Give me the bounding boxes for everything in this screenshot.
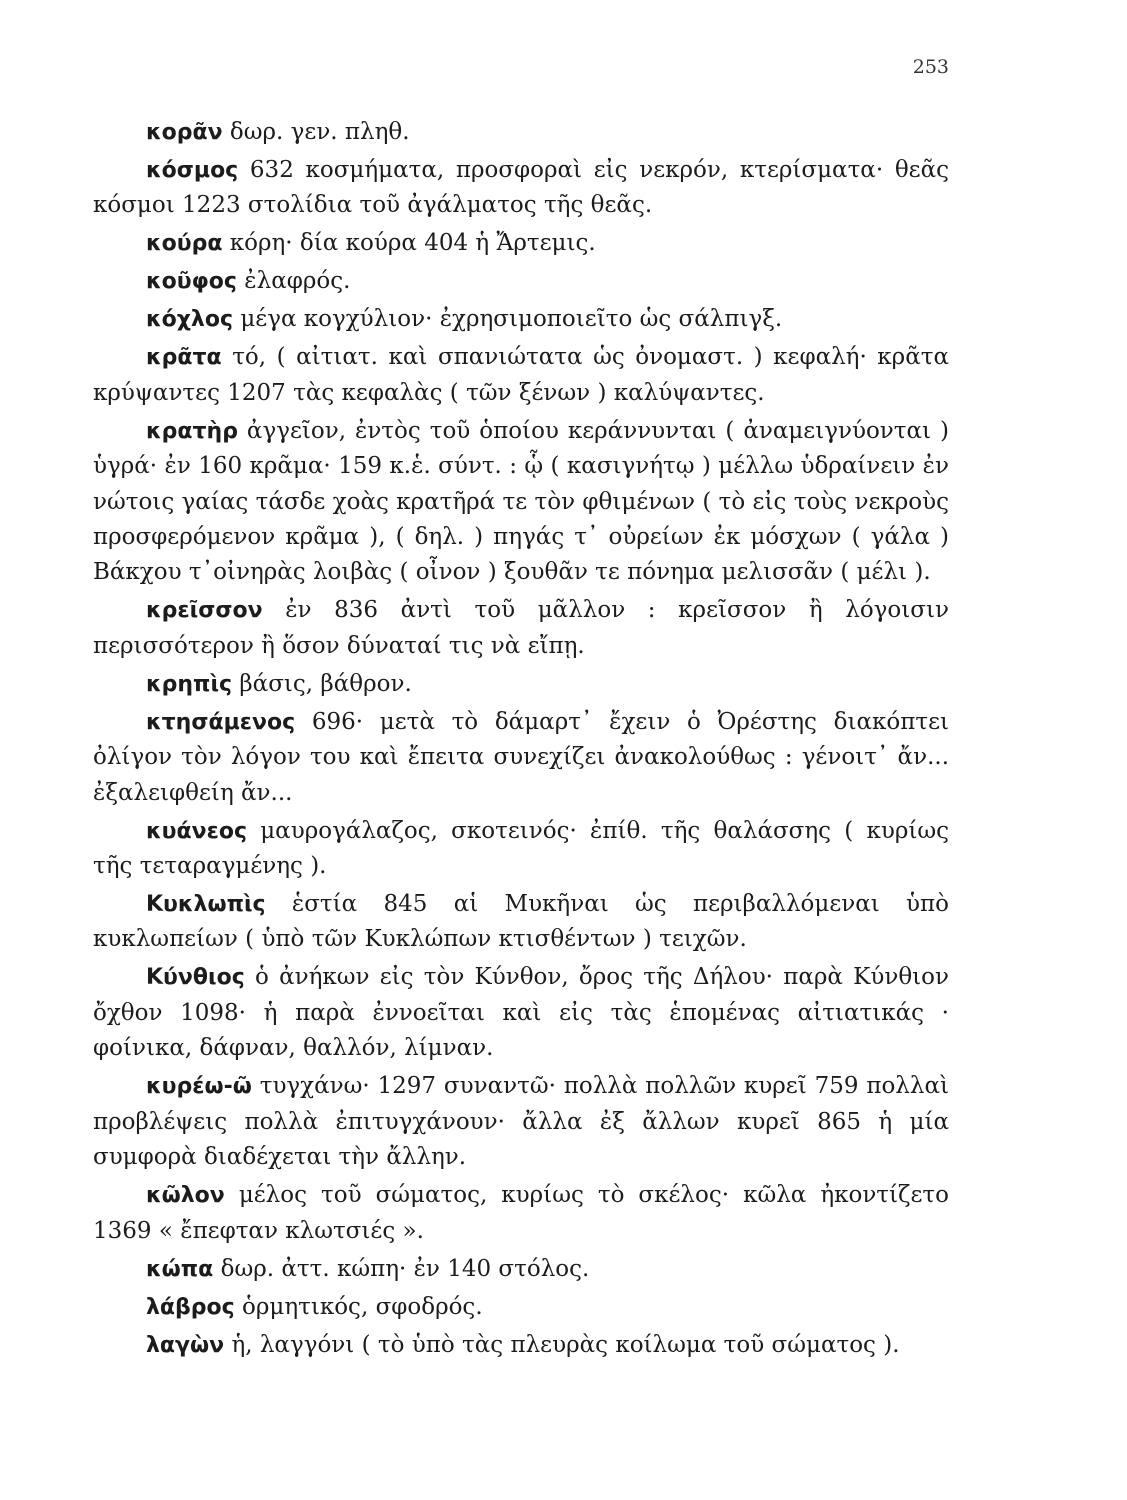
glossary-entry <box>93 264 949 299</box>
entry-lemma: λαγὼν <box>146 1332 225 1358</box>
entry-definition: μέλος τοῦ σώματος, κυρίως τὸ σκέλος· κῶλα ἠκοντίζετο 1369 « ἔπεφταν κλωτσιές ». <box>93 1182 950 1244</box>
entry-lemma: κορᾶν <box>146 120 223 145</box>
entry-definition: 696· μετὰ τὸ δάμαρτ᾽ ἔχειν ὁ Ὀρέστης διακόπτει ὀλίγον τὸν λόγον του καὶ ἔπειτα συνεχίζει ἀνακολούθως : γένοιτ᾽ ἄν... ἐξαλειφθείη ἄν... <box>93 708 950 806</box>
glossary-entry <box>93 302 949 337</box>
entry-lemma: λάβρος <box>146 1294 235 1320</box>
entry-definition: 632 κοσμήματα, προσφοραὶ εἰς νεκρόν, κτερίσματα· θεᾶς κόσμοι 1223 στολίδια τοῦ ἀγάλματος τῆς θεᾶς. <box>93 157 950 219</box>
entry-lemma: κοῦφος <box>146 269 237 295</box>
glossary-entries <box>93 115 949 1363</box>
glossary-entry <box>93 226 949 261</box>
entry-lemma: κόσμος <box>146 158 239 183</box>
entry-definition: κόρη· δία κούρα 404 ἡ Ἄρτεμις. <box>229 230 596 257</box>
glossary-entry <box>93 705 949 811</box>
glossary-entry <box>93 115 949 150</box>
glossary-entry <box>93 887 949 958</box>
glossary-entry <box>93 340 949 411</box>
glossary-entry <box>93 960 949 1066</box>
entry-lemma: Κύνθιος <box>146 965 245 991</box>
entry-lemma: κρατὴρ <box>146 418 238 444</box>
glossary-entry <box>93 1290 949 1325</box>
page-number: 253 <box>912 56 949 78</box>
entry-lemma: κῶλον <box>146 1183 225 1209</box>
entry-lemma: κούρα <box>146 231 223 257</box>
entry-definition: ἡ, λαγγόνι ( τὸ ὑπὸ τὰς πλευρὰς κοίλωμα τοῦ σώματος ). <box>231 1331 900 1358</box>
entry-definition: δωρ. ἀττ. κώπη· ἐν 140 στόλος. <box>220 1255 590 1282</box>
entry-definition: μαυρογάλαζος, σκοτεινός· ἐπίθ. τῆς θαλάσσης ( κυρίως τῆς τεταραγμένης ). <box>93 817 950 880</box>
entry-lemma: κυάνεος <box>146 818 247 844</box>
entry-definition: μέγα κογχύλιον· ἐχρησιμοποιεῖτο ὡς σάλπιγξ. <box>240 306 783 333</box>
entry-lemma: κρᾶτα <box>146 345 222 371</box>
glossary-entry <box>93 667 949 702</box>
entry-definition: δωρ. γεν. πληθ. <box>229 119 410 145</box>
glossary-entry <box>93 1252 949 1287</box>
entry-definition: ἀγγεῖον, ἐντὸς τοῦ ὁποίου κεράννυνται ( ἀναμειγνύονται ) ὑγρά· ἐν 160 κρᾶμα· 159 κ.ἑ. σύντ. : ᾧ ( κασιγνήτῳ ) μέλλω ὑδραίνειν ἐν νώτοις γαίας τάσδε χοὰς κρατῆρά τε τὸν φθιμένων ( τὸ εἰς τοὺς νεκροὺς προσφερόμενον κρᾶμα ), ( δηλ. ) πηγάς τ᾽ οὐρείων ἐκ μόσχων ( γάλα ) Βάκχου τ᾽οἰνηρὰς λοιβὰς ( οἶνον ) ξουθᾶν τε πόνημα μελισσᾶν ( μέλι ). <box>93 417 949 586</box>
entry-lemma: κυρέω-ῶ <box>146 1074 252 1100</box>
glossary-entry <box>93 153 949 224</box>
entry-lemma: κρεῖσσον <box>146 598 263 624</box>
entry-lemma: κτησάμενος <box>146 709 296 735</box>
entry-definition: ἑστία 845 αἱ Μυκῆναι ὡς περιβαλλόμεναι ὑπὸ κυκλωπείων ( ὑπὸ τῶν Κυκλώπων κτισθέντων ) τειχῶν. <box>93 891 949 953</box>
entry-definition: ὁρμητικός, σφοδρός. <box>242 1293 483 1320</box>
glossary-entry <box>93 1178 949 1249</box>
entry-definition: τό, ( αἰτιατ. καὶ σπανιώτατα ὡς ὀνομαστ. ) κεφαλή· κρᾶτα κρύψαντες 1207 τὰς κεφαλὰς ( τῶν ξένων ) καλύψαντες. <box>93 344 949 406</box>
entry-definition: ἐλαφρός. <box>244 268 351 295</box>
entry-definition: τυγχάνω· 1297 συναντῶ· πολλὰ πολλῶν κυρεῖ 759 πολλαὶ προβλέψεις πολλὰ ἐπιτυγχάνουν· ἄλλα ἐξ ἄλλων κυρεῖ 865 ἡ μία συμφορὰ διαδέχεται τὴν ἄλλην. <box>93 1073 950 1171</box>
glossary-entry <box>93 414 949 591</box>
glossary-entry <box>93 1069 949 1175</box>
glossary-entry <box>93 593 949 664</box>
entry-definition: ἐν 836 ἀντὶ τοῦ μᾶλλον : κρεῖσσον ἢ λόγοισιν περισσότερον ἢ ὅσον δύναταί τις νὰ εἴπῃ. <box>93 597 949 659</box>
entry-lemma: κρηπὶς <box>146 671 233 697</box>
entry-definition: βάσις, βάθρον. <box>239 670 412 697</box>
entry-lemma: Κυκλωπὶς <box>146 892 266 918</box>
entry-lemma: κώπα <box>146 1256 214 1282</box>
entry-definition: ὁ ἀνήκων εἰς τὸν Κύνθον, ὄρος τῆς Δήλου· παρὰ Κύνθιον ὄχθον 1098· ἡ παρὰ ἐννοεῖται καὶ εἰς τὰς ἑπομένας αἰτιατικάς · φοίνικα, δάφναν, θαλλόν, λίμναν. <box>93 964 950 1062</box>
glossary-entry <box>93 1328 949 1363</box>
entry-lemma: κόχλος <box>146 307 234 333</box>
glossary-entry <box>93 814 949 885</box>
